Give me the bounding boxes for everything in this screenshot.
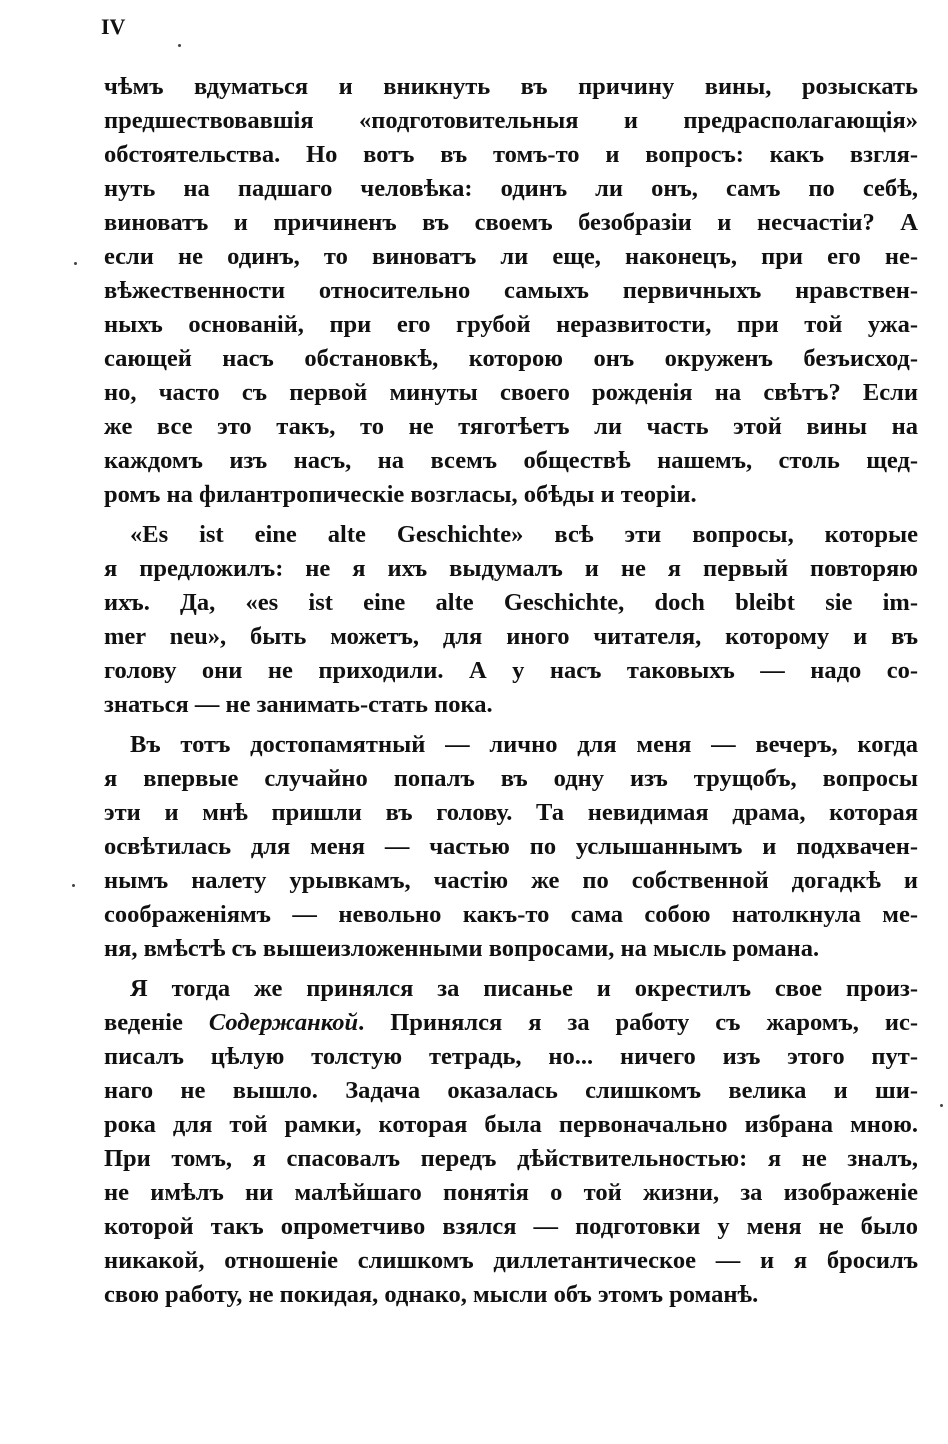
text-line: наго не вышло. Задача оказалась слишкомъ велика и ши- [104, 1077, 918, 1104]
text-line: Я тогда же принялся за писанье и окрестилъ свое произ- [130, 975, 918, 1002]
paragraph [104, 518, 918, 722]
text-line: предшествовавшія «подготовительныя и предрасполагающія» [104, 107, 918, 134]
text-line: ня, вмѣстѣ съ вышеизложенными вопросами, на мысль романа. [104, 935, 820, 962]
text-line: mer neu», быть можетъ, для иного читателя, которому и въ [104, 623, 918, 650]
text-line: «Es ist eine alte Geschichte» всѣ эти вопросы, которые [130, 521, 918, 548]
text-line: эти и мнѣ пришли въ голову. Та невидимая драма, которая [104, 799, 918, 826]
text-line: вѣжественности относительно самыхъ первичныхъ нравствен- [104, 277, 918, 304]
text-line: которой такъ опрометчиво взялся — подготовки у меня не было [104, 1213, 918, 1240]
text-line: При томъ, я спасовалъ передъ дѣйствительностью: я не зналъ, [104, 1145, 918, 1172]
text-line: обстоятельства. Но вотъ въ томъ-то и вопросъ: какъ взгля- [104, 141, 918, 168]
text-line: виноватъ и причиненъ въ своемъ безобразіи и несчастіи? А [104, 209, 918, 236]
scan-speck [940, 1104, 943, 1107]
text-line: сающей насъ обстановкѣ, которою онъ окруженъ безъисход- [104, 345, 918, 372]
text-line: рока для той рамки, которая была первоначально избрана мною. [104, 1111, 918, 1138]
text-line: освѣтилась для меня — частью по услышаннымъ и подхвачен- [104, 833, 918, 860]
text-line: нымъ налету урывкамъ, частію же по собственной догадкѣ и [104, 867, 918, 894]
text-line: свою работу, не покидая, однако, мысли объ этомъ романѣ. [104, 1281, 759, 1308]
text-segment: веденіе [104, 1009, 209, 1036]
text-line: каждомъ изъ насъ, на всемъ обществѣ нашемъ, столь щед- [104, 447, 918, 474]
scan-speck [178, 44, 181, 47]
text-line: но, часто съ первой минуты своего рожденія на свѣтъ? Если [104, 379, 918, 406]
text-line: я впервые случайно попалъ въ одну изъ трущобъ, вопросы [104, 765, 918, 792]
text-line [104, 1006, 918, 1040]
italic-title: Содержанкой [208, 1009, 359, 1036]
page-number: IV [101, 14, 126, 39]
paragraph [104, 70, 918, 512]
text-line: писалъ цѣлую толстую тетрадь, но... ничего изъ этого пут- [104, 1043, 918, 1070]
text-segment: . Принялся я за работу съ жаромъ, ис- [358, 1009, 918, 1036]
text-line: Въ тотъ достопамятный — лично для меня — вечеръ, когда [130, 731, 918, 758]
text-line: ихъ. Да, «es ist eine alte Geschichte, doch bleibt sie im- [104, 589, 918, 616]
scan-speck [72, 884, 75, 887]
text-line: никакой, отношеніе слишкомъ диллетантическое — и я бросилъ [104, 1247, 918, 1274]
text-line: я предложилъ: не я ихъ выдумалъ и не я первый повторяю [104, 555, 918, 582]
scan-speck [74, 262, 77, 265]
paragraph [104, 728, 918, 966]
text-line: голову они не приходили. А у насъ таковыхъ — надо со- [104, 657, 918, 684]
text-line: если не одинъ, то виноватъ ли еще, наконецъ, при его не- [104, 243, 918, 270]
text-line: чѣмъ вдуматься и вникнуть въ причину вины, розыскать [104, 73, 918, 100]
text-line: же все это такъ, то не тяготѣетъ ли часть этой вины на [104, 413, 918, 440]
text-line: знаться — не занимать-стать пока. [104, 691, 493, 718]
text-line: соображеніямъ — невольно какъ-то сама собою натолкнула ме- [104, 901, 918, 928]
text-line: ромъ на филантропическіе возгласы, обѣды и теоріи. [104, 481, 697, 508]
text-line: не имѣлъ ни малѣйшаго понятія о той жизни, за изображеніе [104, 1179, 918, 1206]
body-text [104, 70, 918, 1318]
paragraph [104, 972, 918, 1312]
text-line: ныхъ основаній, при его грубой неразвитости, при той ужа- [104, 311, 918, 338]
text-line: нуть на падшаго человѣка: одинъ ли онъ, самъ по себѣ, [104, 175, 918, 202]
